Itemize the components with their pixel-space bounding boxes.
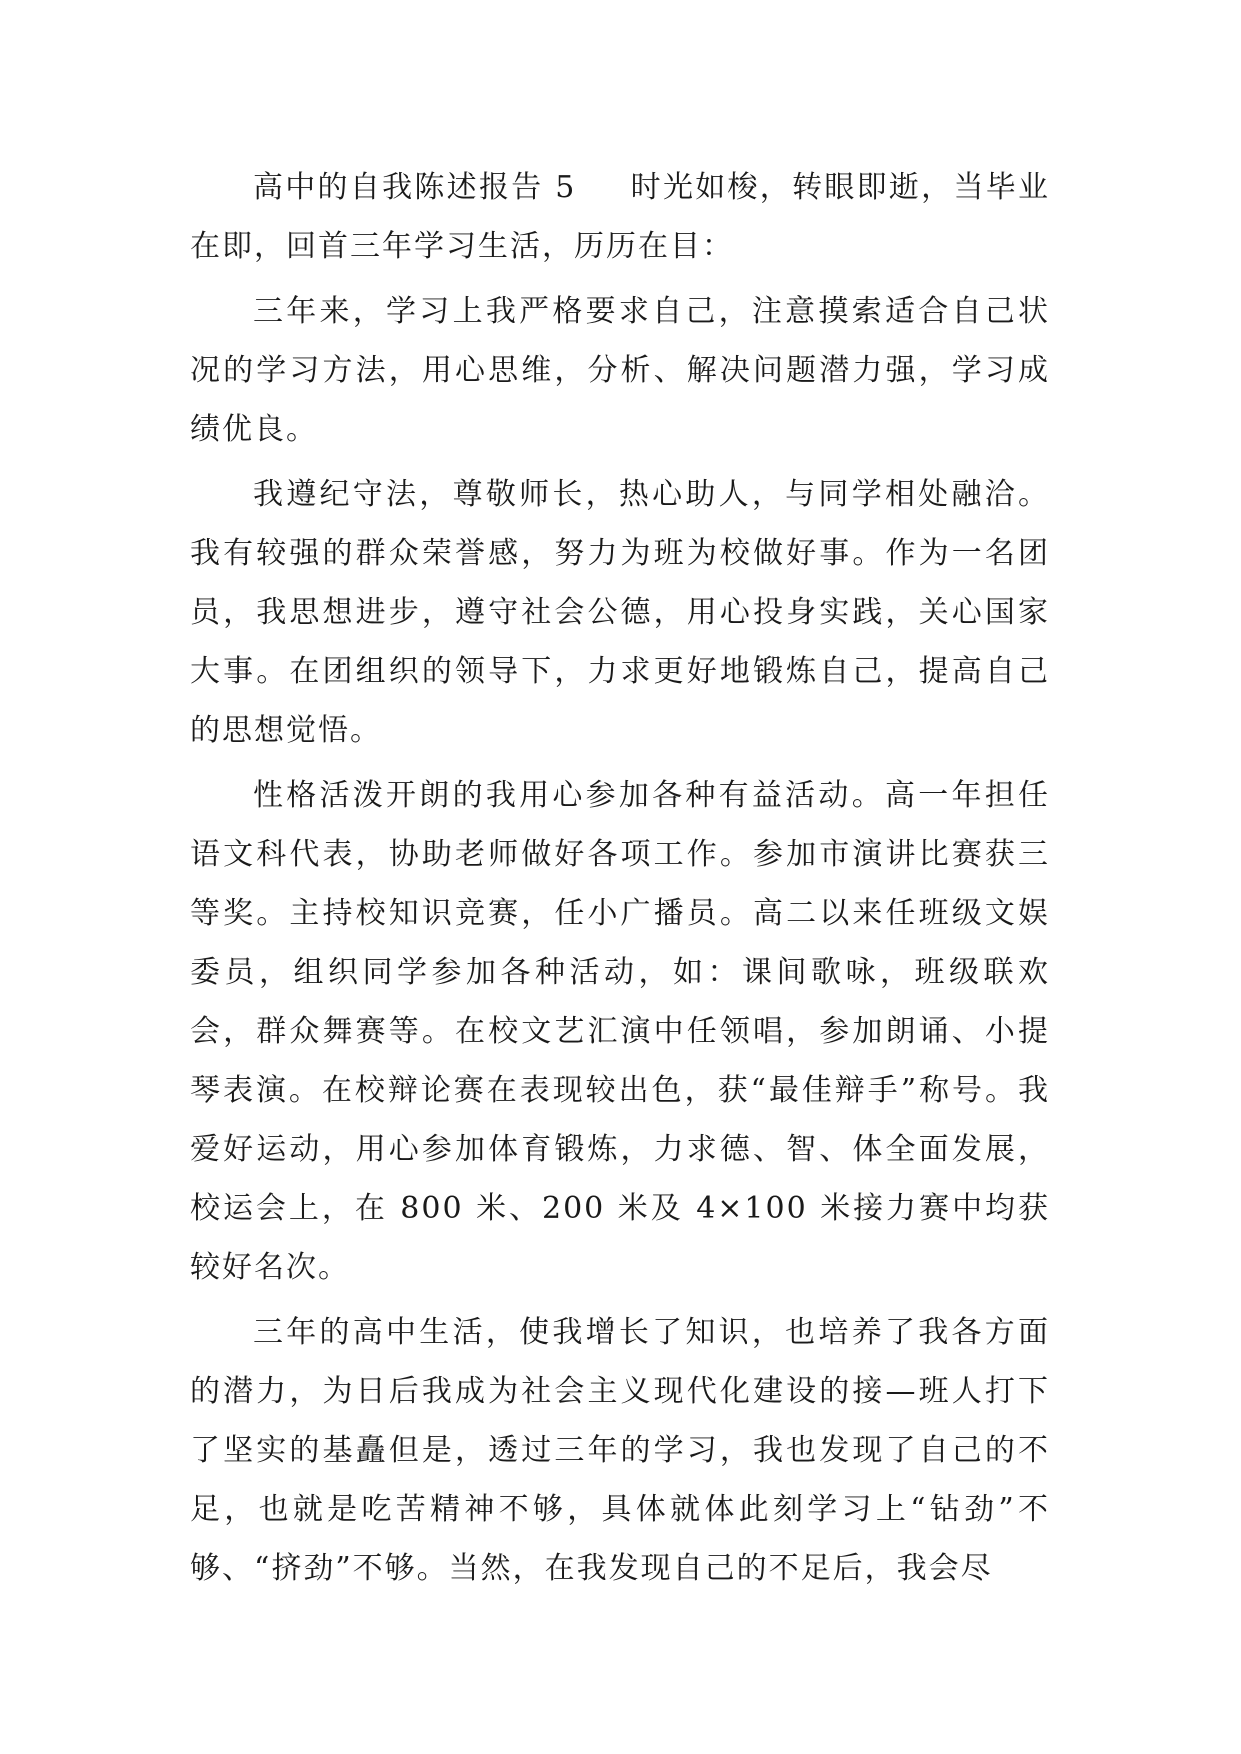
- paragraph-reflection: 三年的高中生活，使我增长了知识，也培养了我各方面的潜力，为日后我成为社会主义现代化建设的接—班人打下了坚实的基矗但是，透过三年的学习，我也发现了自己的不足，也就是吃苦精神不够，具体就体此刻学习上“钻劲”不够、“挤劲”不够。当然，在我发现自己的不足后，我会尽: [190, 1315, 1050, 1586]
- document-heading: 高中的自我陈述报告 5: [253, 170, 577, 205]
- paragraph-activities: 性格活泼开朗的我用心参加各种有益活动。高一年担任语文科代表，协助老师做好各项工作。参加市演讲比赛获三等奖。主持校知识竞赛，任小广播员。高二以来任班级文娱委员，组织同学参加各种活动，如：课间歌咏，班级联欢会，群众舞赛等。在校文艺汇演中任领唱，参加朗诵、小提琴表演。在校辩论赛在表现较出色，获“最佳辩手”称号。我爱好运动，用心参加体育锻炼，力求德、智、体全面发展，校运会上，在 800 米、200 米及 4×100 米接力赛中均获较好名次。: [190, 778, 1050, 1285]
- paragraph-study: 三年来，学习上我严格要求自己，注意摸索适合自己状况的学习方法，用心思维，分析、解决问题潜力强，学习成绩优良。: [190, 294, 1050, 447]
- paragraph-text: 时光如梭，转眼即逝，当毕业在即，回首三年学习生活，历历在目：: [190, 170, 1051, 264]
- opening-paragraph: [190, 158, 1050, 276]
- document-body: [190, 158, 1050, 1604]
- paragraph-conduct: 我遵纪守法，尊敬师长，热心助人，与同学相处融洽。我有较强的群众荣誉感，努力为班为校做好事。作为一名团员，我思想进步，遵守社会公德，用心投身实践，关心国家大事。在团组织的领导下，力求更好地锻炼自己，提高自己的思想觉悟。: [190, 477, 1050, 748]
